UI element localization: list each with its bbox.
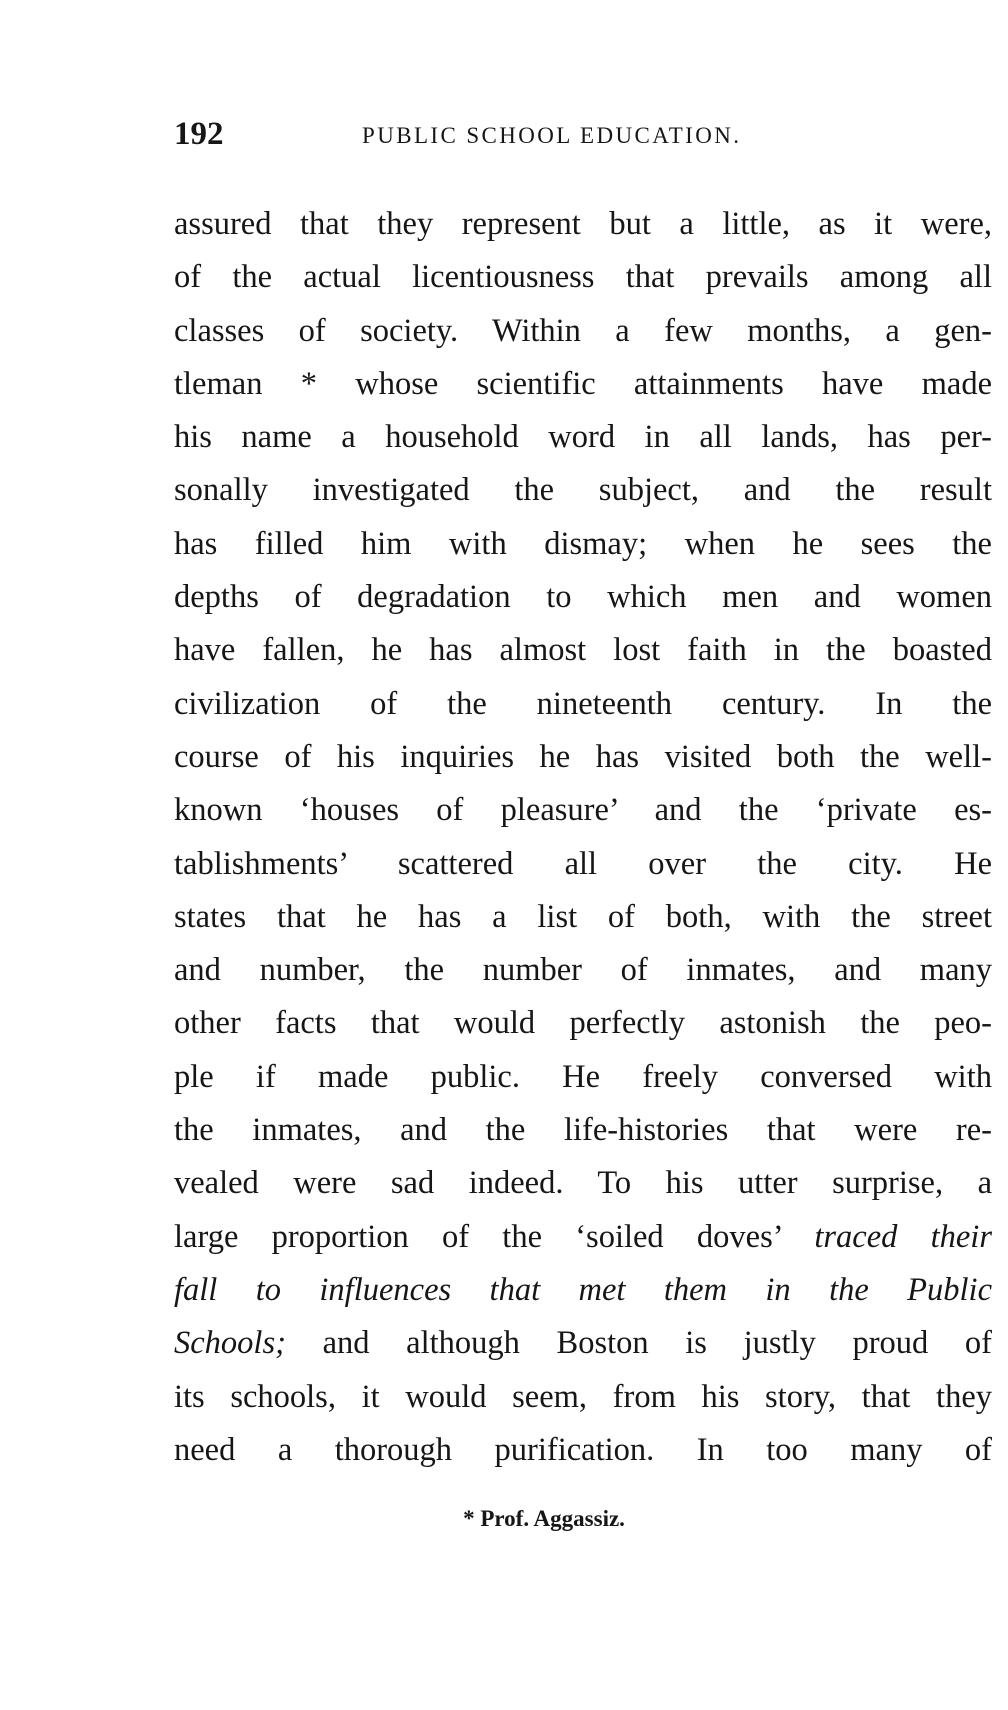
line-text: large proportion of the ‘soiled doves’ <box>174 1218 815 1255</box>
text-line <box>174 464 992 517</box>
text-line <box>174 731 992 784</box>
text-line <box>174 411 992 464</box>
line-text: has filled him with dismay; when he sees the <box>174 525 992 562</box>
text-line <box>174 838 992 891</box>
running-title: PUBLIC SCHOOL EDUCATION. <box>362 123 742 148</box>
running-head <box>174 112 824 156</box>
line-text: tleman * whose scientific attainments have made <box>174 365 992 402</box>
line-text: other facts that would perfectly astonish the peo- <box>174 1005 992 1042</box>
line-text: and number, the number of inmates, and many <box>174 952 992 989</box>
text-line <box>174 1317 992 1370</box>
line-text: depths of degradation to which men and women <box>174 579 992 616</box>
line-text: need a thorough purification. In too many of <box>174 1431 992 1468</box>
text-line <box>174 1051 992 1104</box>
text-line <box>174 1371 992 1424</box>
text-line <box>174 1264 992 1317</box>
text-line <box>174 571 992 624</box>
line-text: the inmates, and the life-histories that were re- <box>174 1112 992 1149</box>
italic-text: Schools; <box>174 1325 286 1362</box>
text-line <box>174 251 992 304</box>
line-text: civilization of the nineteenth century. In the <box>174 685 992 722</box>
line-text: of the actual licentiousness that prevails among all <box>174 259 992 296</box>
text-line <box>174 305 992 358</box>
footnote <box>0 1503 1008 1535</box>
text-line <box>174 678 992 731</box>
text-line <box>174 1104 992 1157</box>
line-text: sonally investigated the subject, and the result <box>174 472 992 509</box>
footnote-text: * Prof. Aggassiz. <box>463 1506 625 1531</box>
body-text <box>174 198 992 1477</box>
text-line <box>174 1424 992 1477</box>
text-line <box>174 784 992 837</box>
line-text: states that he has a list of both, with the street <box>174 898 992 935</box>
text-line <box>174 997 992 1050</box>
page-number: 192 <box>174 116 224 152</box>
line-text: have fallen, he has almost lost faith in the boasted <box>174 632 992 669</box>
line-text: its schools, it would seem, from his story, that they <box>174 1378 992 1415</box>
text-line <box>174 518 992 571</box>
text-line <box>174 891 992 944</box>
text-line <box>174 198 992 251</box>
line-text: assured that they represent but a little, as it were, <box>174 206 992 242</box>
line-text: classes of society. Within a few months, a gen- <box>174 312 992 349</box>
line-text: course of his inquiries he has visited both the well- <box>174 738 992 775</box>
text-line <box>174 944 992 997</box>
text-line <box>174 358 992 411</box>
text-line <box>174 1157 992 1210</box>
line-text: ple if made public. He freely conversed with <box>174 1058 992 1095</box>
text-line <box>174 1211 992 1264</box>
text-line <box>174 624 992 677</box>
line-text: and although Boston is justly proud of <box>285 1325 992 1362</box>
line-text: his name a household word in all lands, has per- <box>174 419 992 456</box>
line-text: vealed were sad indeed. To his utter surprise, a <box>174 1165 992 1202</box>
italic-text: fall to influences that met them in the Public <box>174 1271 992 1308</box>
line-text: tablishments’ scattered all over the city. He <box>174 845 992 882</box>
italic-text: traced their <box>814 1218 992 1255</box>
line-text: known ‘houses of pleasure’ and the ‘private es- <box>174 792 992 829</box>
